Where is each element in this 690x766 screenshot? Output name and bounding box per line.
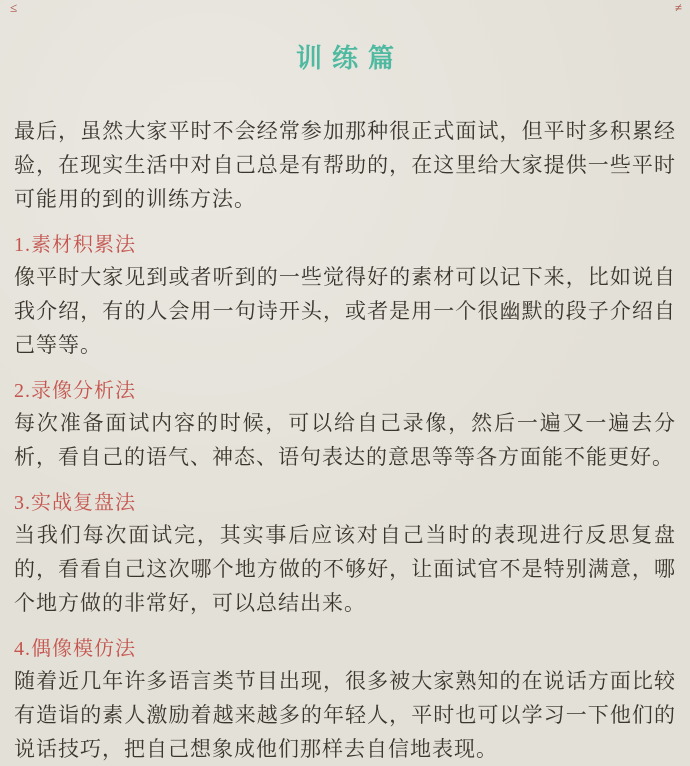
page-title: 训练篇 <box>295 44 404 73</box>
section-1-heading: 1.素材积累法 <box>14 234 136 256</box>
section-2-body: 每次准备面试内容的时候，可以给自己录像，然后一遍又一遍去分析，看自己的语气、神态、语句表达的意思等等各方面能不能更好。 <box>14 411 676 469</box>
corner-mark-right: ≠ <box>674 0 682 15</box>
section-3-heading: 3.实战复盘法 <box>14 492 136 514</box>
section-1-body: 像平时大家见到或者听到的一些觉得好的素材可以记下来，比如说自我介绍，有的人会用一句诗开头，或者是用一个很幽默的段子介绍自己等等。 <box>14 265 676 357</box>
section-practice-review <box>14 490 676 620</box>
intro-paragraph: 最后，虽然大家平时不会经常参加那种很正式面试，但平时多积累经验，在现实生活中对自己总是有帮助的，在这里给大家提供一些平时可能用的到的训练方法。 <box>14 119 676 211</box>
corner-mark-left: ≤ <box>10 0 18 15</box>
section-2-heading: 2.录像分析法 <box>14 380 136 402</box>
article-content <box>0 114 690 766</box>
section-4-body: 随着近几年许多语言类节目出现，很多被大家熟知的在说话方面比较有造诣的素人激励着越来越多的年轻人，平时也可以学习一下他们的说话技巧，把自己想象成他们那样去自信地表现。 <box>14 669 676 761</box>
section-video-analysis <box>14 378 676 474</box>
section-4-heading: 4.偶像模仿法 <box>14 638 136 660</box>
section-3-body: 当我们每次面试完，其实事后应该对自己当时的表现进行反思复盘的，看看自己这次哪个地方做的不够好，让面试官不是特别满意，哪个地方做的非常好，可以总结出来。 <box>14 523 676 615</box>
section-idol-imitation <box>14 636 676 766</box>
section-material-accumulation <box>14 232 676 362</box>
